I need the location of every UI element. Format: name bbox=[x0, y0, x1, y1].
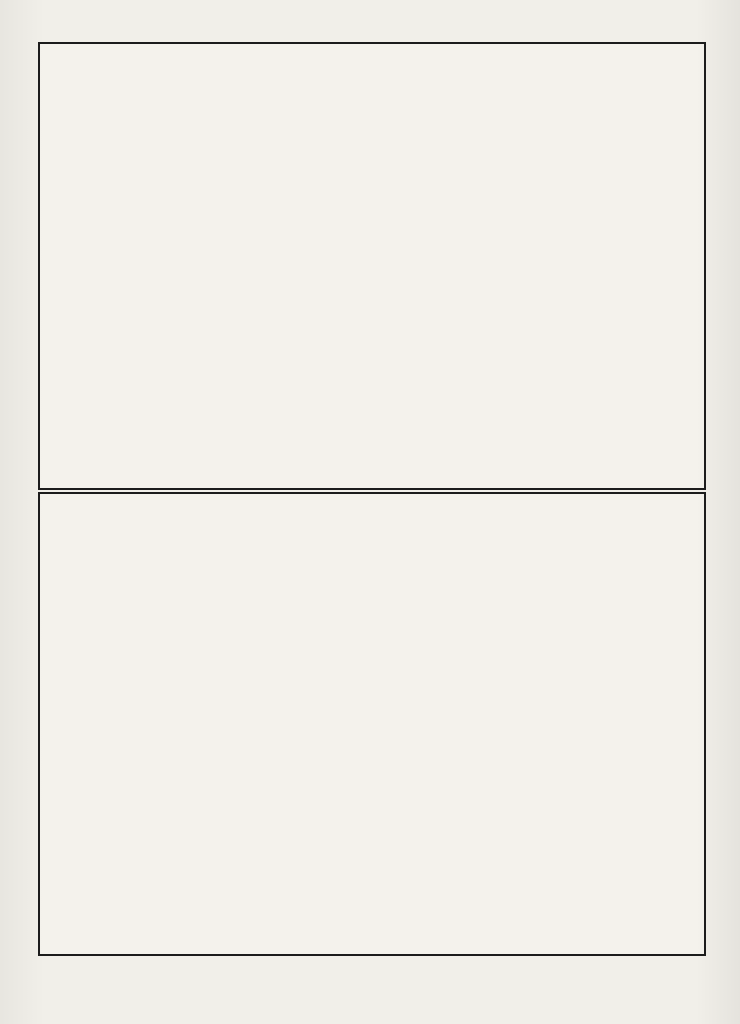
directory-table-bottom bbox=[38, 492, 706, 956]
directory-table-top bbox=[38, 42, 706, 490]
